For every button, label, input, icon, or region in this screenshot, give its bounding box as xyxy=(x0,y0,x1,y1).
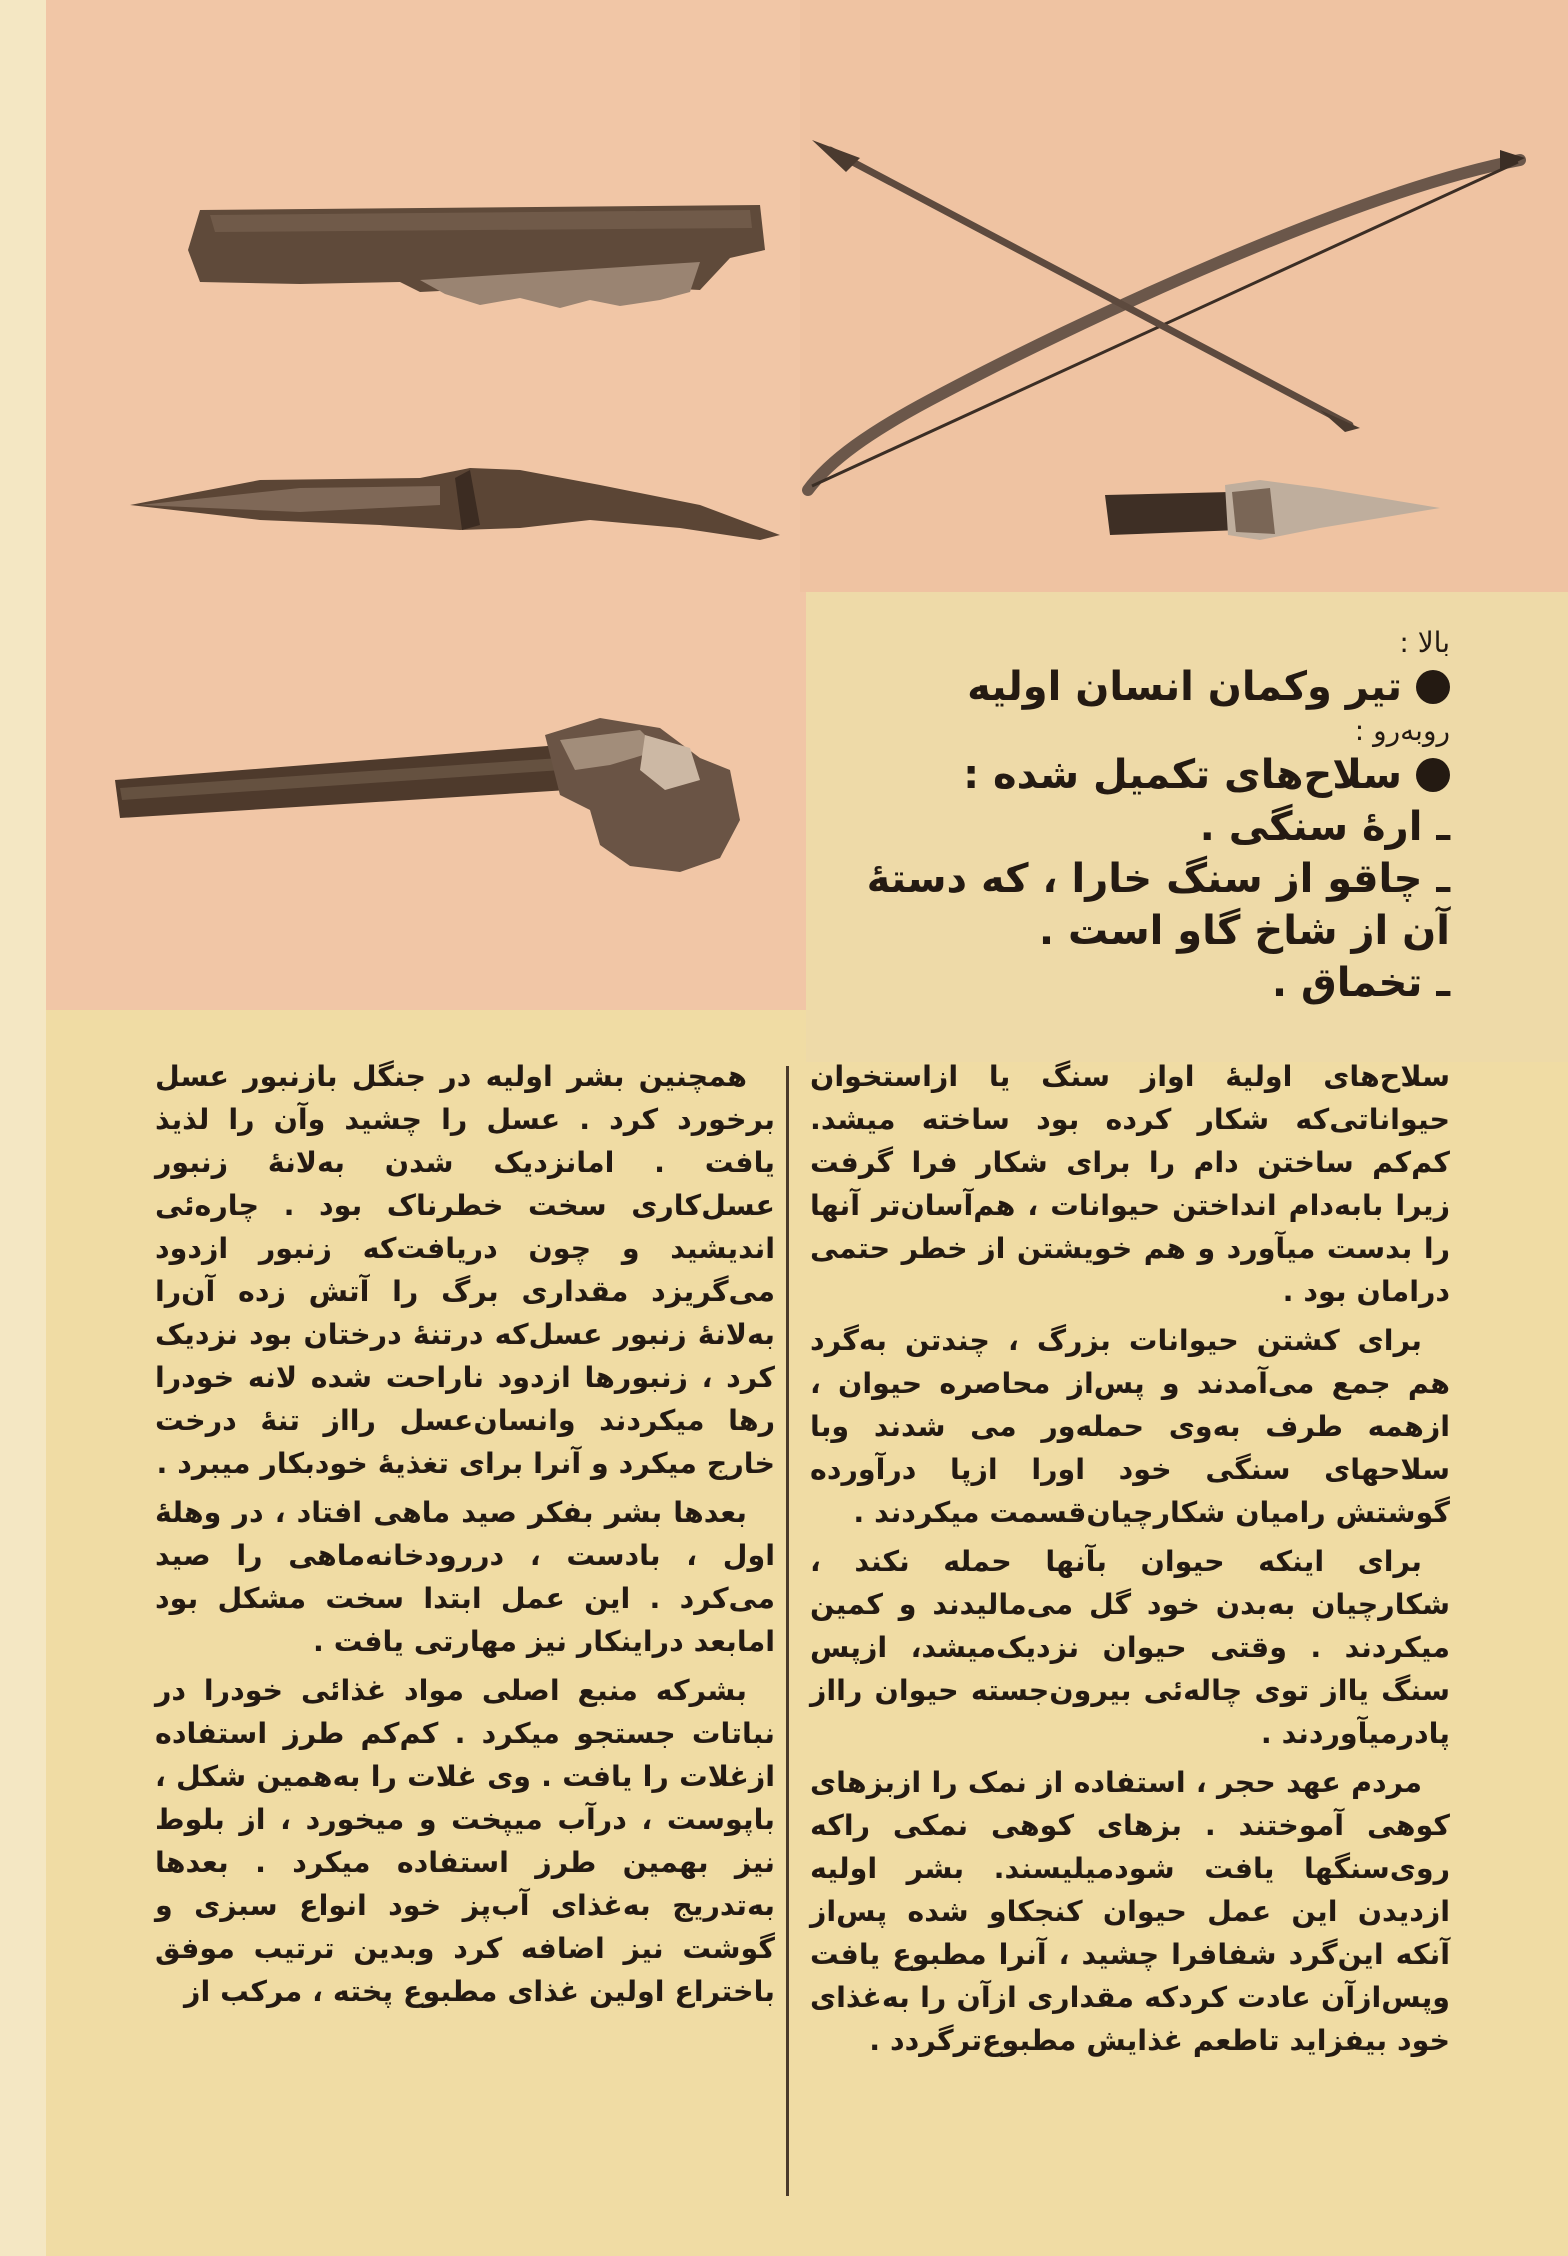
arrowhead-illustration xyxy=(1105,480,1440,540)
caption-list-item: ـ چاقو از سنگ خارا ، که دستهٔ xyxy=(866,856,1450,902)
paragraph: مردم عهد حجر ، استفاده از نمک را ازبزهای کوهی آموختند . بزهای کوهی نمکی راکه روی‌سنگها یافت شودمیلیسند. بشر اولیه ازدیدن این عمل حیوان کنجکاو شده پس‌از آنکه این‌گرد شفافرا چشید ، آنرا مطبوع یافت وپس‌ازآن عادت کردکه مقداری ازآن را به‌غذای خود بیفزاید تاطعم غذایش مطبوع‌ترگردد . xyxy=(810,1766,1450,2057)
caption-list-item: ـ تخماق . xyxy=(1271,960,1450,1006)
caption-list-item: ـ ارهٔ سنگی . xyxy=(1199,804,1450,850)
right-text-column xyxy=(810,1055,1450,2068)
paragraph: برای اینکه حیوان بآنها حمله نکند ، شکارچیان به‌بدن خود گل می‌مالیدند و کمین میکردند . وقتی حیوان نزدیک‌میشد، ازپس سنگ یااز توی چاله‌ئی بیرون‌جسته حیوان رااز پادرمیآوردند . xyxy=(810,1545,1450,1750)
bullet-icon xyxy=(1416,670,1450,704)
caption-above-label: بالا : xyxy=(1399,626,1450,659)
column-divider xyxy=(786,1066,789,2196)
stone-knife-illustration xyxy=(130,468,780,540)
stone-saw-illustration xyxy=(188,205,765,308)
image-caption xyxy=(770,625,1450,1009)
paragraph: برای کشتن حیوانات بزرگ ، چندتن به‌گرد هم جمع می‌آمدند و پس‌از محاصره حیوان ، ازهمه طرف به‌وی حمله‌ور می شدند وبا سلاحهای سنگی خود اورا ازپا درآورده گوشتش رامیان شکارچیان‌قسمت میکردند . xyxy=(810,1324,1450,1529)
paragraph: بشرکه منبع اصلی مواد غذائی خودرا در نباتات جستجو میکرد . کم‌کم طرز استفاده ازغلات را یافت . وی غلات را به‌همین شکل ، باپوست ، درآب میپخت و میخورد ، از بلوط نیز بهمین طرز استفاده میکرد . بعدها به‌تدریج به‌غذای آب‌پز خود انواع سبزی و گوشت نیز اضافه کرد وبدین ترتیب موفق باختراع اولین غذای مطبوع پخته ، مرکب از xyxy=(155,1674,775,2008)
caption-list-item: آن از شاخ گاو است . xyxy=(1038,908,1450,954)
caption-above-item: تیر وکمان انسان اولیه xyxy=(770,661,1450,713)
paragraph: سلاح‌های اولیهٔ اواز سنگ یا ازاستخوان حیواناتی‌که شکار کرده بود ساخته میشد. کم‌کم ساختن دام را برای شکار فرا گرفت زیرا بابه‌دام انداختن حیوانات ، هم‌آسان‌تر آنها را بدست میآورد و هم خویشتن از خطر حتمی درامان بود . xyxy=(810,1060,1450,1308)
paragraph: همچنین بشر اولیه در جنگل بازنبور عسل برخورد کرد . عسل را چشید وآن را لذیذ یافت . امانزدیک شدن به‌لانهٔ زنبور عسل‌کاری سخت خطرناک بود . چاره‌ئی اندیشید و چون دریافت‌که زنبور ازدود می‌گریزد مقداری برگ را آتش زده آن‌را به‌لانهٔ زنبور عسل‌که درتنهٔ درختان بود نزدیک کرد ، زنبورها ازدود ناراحت شده لانه خودرا رها میکردند وانسان‌عسل رااز تنهٔ درخت خارج میکرد و آنرا برای تغذیهٔ خودبکار میبرد . xyxy=(155,1060,775,1480)
caption-opposite-item: سلاح‌های تکمیل شده : xyxy=(770,749,1450,801)
left-text-column xyxy=(155,1055,775,2019)
bow-and-arrow-illustration xyxy=(808,140,1525,490)
paragraph: بعدها بشر بفکر صید ماهی افتاد ، در وهلهٔ اول ، بادست ، دررودخانه‌ماهی را صید می‌کرد . این عمل ابتدا سخت مشکل بود امابعد دراینکار نیز مهارتی یافت . xyxy=(155,1496,775,1658)
caption-opposite-label: روبه‌رو : xyxy=(1354,714,1450,747)
club-illustration xyxy=(115,718,740,872)
bullet-icon xyxy=(1416,758,1450,792)
